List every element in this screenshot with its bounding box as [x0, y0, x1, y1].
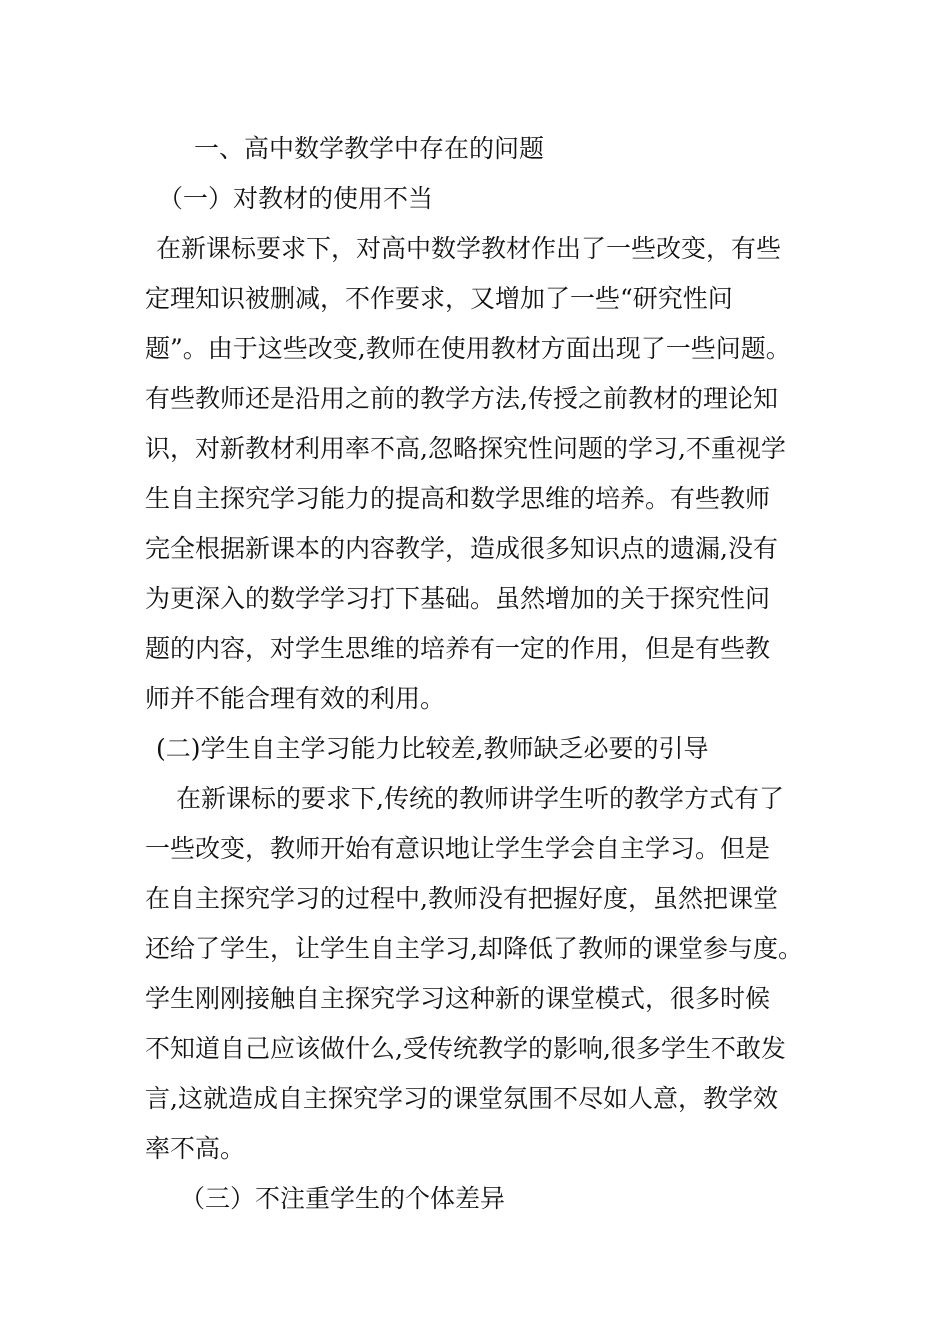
paragraph-2-line: 学生刚刚接触自主探究学习这种新的课堂模式，很多时候 [145, 984, 771, 1013]
paragraph-2-line: 率不高。 [145, 1134, 246, 1163]
paragraph-1-line: 完全根据新课本的内容教学，造成很多知识点的遗漏,没有 [145, 534, 778, 563]
paragraph-1-line: 生自主探究学习能力的提高和数学思维的培养。有些教师 [145, 484, 771, 513]
paragraph-2-line: 言,这就造成自主探究学习的课堂氛围不尽如人意，教学效 [145, 1084, 778, 1113]
paragraph-1-line: 题”。由于这些改变,教师在使用教材方面出现了一些问题。 [145, 334, 791, 363]
paragraph-2-line: 不知道自己应该做什么,受传统教学的影响,很多学生不敢发 [145, 1034, 786, 1063]
paragraph-2-line: 还给了学生，让学生自主学习,却降低了教师的课堂参与度。 [145, 934, 803, 963]
paragraph-1-line: 为更深入的数学学习打下基础。虽然增加的关于探究性问 [145, 584, 771, 613]
subsection-title-2: (二)学生自主学习能力比较差,教师缺乏必要的引导 [156, 734, 709, 763]
paragraph-1-line: 识，对新教材利用率不高,忽略探究性问题的学习,不重视学 [145, 434, 786, 463]
section-heading: 一、高中数学教学中存在的问题 [194, 134, 545, 163]
paragraph-2-line: 一些改变，教师开始有意识地让学生学会自主学习。但是 [145, 834, 771, 863]
paragraph-1-line: 在新课标要求下，对高中数学教材作出了一些改变，有些 [156, 234, 782, 263]
paragraph-1-line: 有些教师还是沿用之前的教学方法,传授之前教材的理论知 [145, 384, 778, 413]
paragraph-2-line: 在自主探究学习的过程中,教师没有把握好度，虽然把课堂 [145, 884, 778, 913]
paragraph-2-line: 在新课标的要求下,传统的教师讲学生听的教学方式有了 [176, 784, 784, 813]
subsection-title-1: （一）对教材的使用不当 [158, 184, 434, 213]
paragraph-1-line: 师并不能合理有效的利用。 [145, 684, 446, 713]
subsection-title-3: （三）不注重学生的个体差异 [180, 1184, 506, 1213]
paragraph-1-line: 定理知识被删减，不作要求，又增加了一些“研究性问 [145, 284, 733, 313]
paragraph-1-line: 题的内容，对学生思维的培养有一定的作用，但是有些教 [145, 634, 771, 663]
